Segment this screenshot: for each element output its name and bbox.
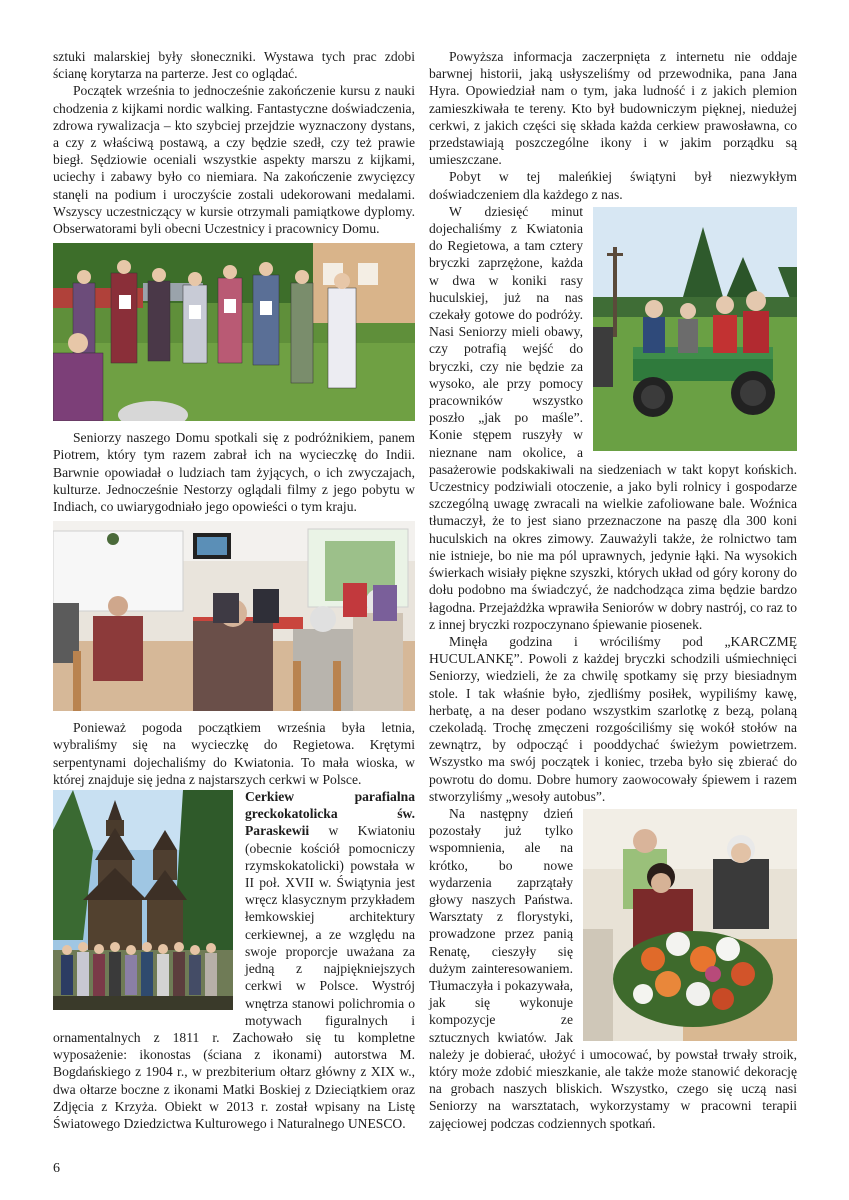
left-column (53, 48, 415, 1132)
paragraph: Minęła godzina i wróciliśmy pod „KARCZMĘ HUCULANKĘ”. Powoli z każdej bryczki schodzili uśmiechnięci Seniorzy, wiedzieli, że za chwilę spotkamy się przy biesiadnym stole. I tak właśnie było, zjedliśmy posiłek, wypiliśmy kawę, herbatę, a na deser podano wszystkim szarlotkę z bezą, polaną czekoladą. Trochę zmęczeni rozgościliśmy się wokół stołów na zewnątrz, by odpocząć i pooddychać świeżym powietrzem. Wszystko ma swój początek i koniec, trzeba było się zbierać do powrotu do domu. Dobre humory zaowocowały śpiewem i razem stworzyliśmy „wesoły autobus”. (429, 633, 797, 804)
right-column (429, 48, 797, 1132)
paragraph: Seniorzy naszego Domu spotkali się z podróżnikiem, panem Piotrem, który tym razem zabrał ich na wycieczkę do Indii. Barwnie opowiadał o ludziach tam żyjących, o ich zwyczajach, kulturze. Jednocześnie Nestorzy oglądali filmy z jego pobytu w Indiach, co uwiarygodniało jego opowieści o tym kraju. (53, 430, 415, 515)
photo-nordic-walking-group (53, 243, 415, 421)
paragraph: Pobyt w tej maleńkiej świątyni był niezwykłym doświadczeniem dla każdego z nas. (429, 169, 797, 202)
paragraph: Powyższa informacja zaczerpnięta z internetu nie oddaje barwnej historii, jaką usłyszeliśmy od przewodnika, pana Jana Hyra. Opowiedział nam o tym, jaka ludność i z jakich plemion zamieszkiwała te tereny. Kto był budowniczym pięknej, niedużej cerkwi, z jakich części się składa każda cerkiew prawosławna, co przedstawiają poszczególne ikony i w jakim porządku są umieszczane. (429, 49, 797, 168)
photo-wooden-church (53, 790, 233, 1010)
photo-travel-talk-room (53, 521, 415, 711)
paragraph: Ponieważ pogoda początkiem września była letnia, wybraliśmy się na wycieczkę do Regietowa. Krętymi serpentynami dojechaliśmy do Kwiatonia. To mała wioska, w której znajduje się jedna z najstarszych cerkwi w Polsce. (53, 720, 415, 787)
paragraph: W dziesięć minut dojechaliśmy z Kwiatonia do Regietowa, a tam cztery bryczki zaprzężone, każda w dwa w koniki rasy huculskiej, już na nas czekały gotowe do podróży. Nasi Seniorzy mieli obawy, czy potrafią wejść do bryczki, czy nie będzie za wysoko, ale przy pomocy pracowników wszystko poszło „jak po maśle”. Konie stępem ruszyły w nieznane nam okolice, a pasażerowie podskakiwali na siedzeniach w takt kopyt końskich. Uczestnicy podziwiali otoczenie, a jako byli rolnicy i gospodarze szczególną uwagę zwracali na wielkie zafoliowane bale. Woźnica tłumaczył, że to jest siano przeznaczone na paszę dla 300 koni huculskich na okres zimowy. Zauważyli także, że rolnictwo tam nie istnieje, bo nie ma pól uprawnych, jedynie łąki. Na wysokich świerkach wisiały piękne szyszki, których układ od góry korony do dołu podobno ma świadczyć, że nadchodząca zima będzie bardzo łagodna. Przejażdżka wprawiła Seniorów w dobry nastrój, co raz to z innej bryczki rozpoczynano śpiewanie piosenek. (429, 203, 797, 632)
paragraph: Na następny dzień pozostały już tylko wspomnienia, ale na krótko, bo nowe wydarzenia zaprzątały głowy naszych Państwa. Warsztaty z florystyki, prowadzone przez panią Renatę, cieszyły się dużym zainteresowaniem. Tłumaczyła i pokazywała, jak się wykonuje kompozycje ze sztucznych kwiatów. Jak należy je dobierać, ułożyć i umocować, by powstał trwały stroik, który może zdobić mieszkanie, ale także może stanowić dekorację na grobach naszych bliskich. Wszystko, czego się uczą nasi Seniorzy na warsztatach, wykorzystamy w pracowni terapii zajęciowej podczas codziennych spotkań. (429, 805, 797, 1131)
church-description: w Kwiatoniu (obecnie kościół pomocniczy rzymskokatolicki) powstała w II poł. XVII w. Świątynia jest wręcz klasycznym przykładem łemkowskiej architektury cerkiewnej, a ze względu na swoje proporcje uważana za jedną z najpiękniejszych cerkwi w Polsce. Wystrój wnętrza stanowi polichromia o motywach figuralnych i ornamentalnych z 1811 r. Zachowało się tu kompletne wyposażenie: ikonostas (ściana z ikonami) autorstwa M. Bogdańskiego z 1904 r., w prezbiterium ołtarz główny z XIX w., dwa ołtarze boczne z ikonami Matki Boskiej z Dzieciątkiem oraz Zdjęcia z Krzyża. Obiekt w 2013 r. został wpisany na Listę Światowego Dziedzictwa Kulturowego i Naturalnego UNESCO. (53, 823, 415, 1131)
photo-horse-carriage (593, 207, 797, 451)
page-number: 6 (53, 1161, 60, 1176)
paragraph: sztuki malarskiej były słoneczniki. Wystawa tych prac zdobi ścianę korytarza na parterze. Jest co oglądać. (53, 49, 415, 82)
photo-floristry-workshop (583, 809, 797, 1041)
paragraph: Początek września to jednocześnie zakończenie kursu z nauki chodzenia z kijkami nordic walking. Fantastyczne doświadczenia, zdrowa rywalizacja – kto szybciej przejdzie wyznaczony dystans, a czy z właściwą postawą, a czy będzie szedł, czy też prawie biegł. Sędziowie oceniali wszystkie aspekty marszu z kijkami, uciechy i zabawy było co niemiara. Na zakończenie zwycięzcy stanęli na podium i uroczyście zostali udekorowani medalami. Wszyscy uczestniczący w kursie otrzymali pamiątkowe dyplomy. Obserwatorami byli obecni Uczestnicy i pracownicy Domu. (53, 83, 415, 237)
church-name: Cerkiew parafialna greckokatolicka św. Paraskewii (245, 789, 415, 839)
